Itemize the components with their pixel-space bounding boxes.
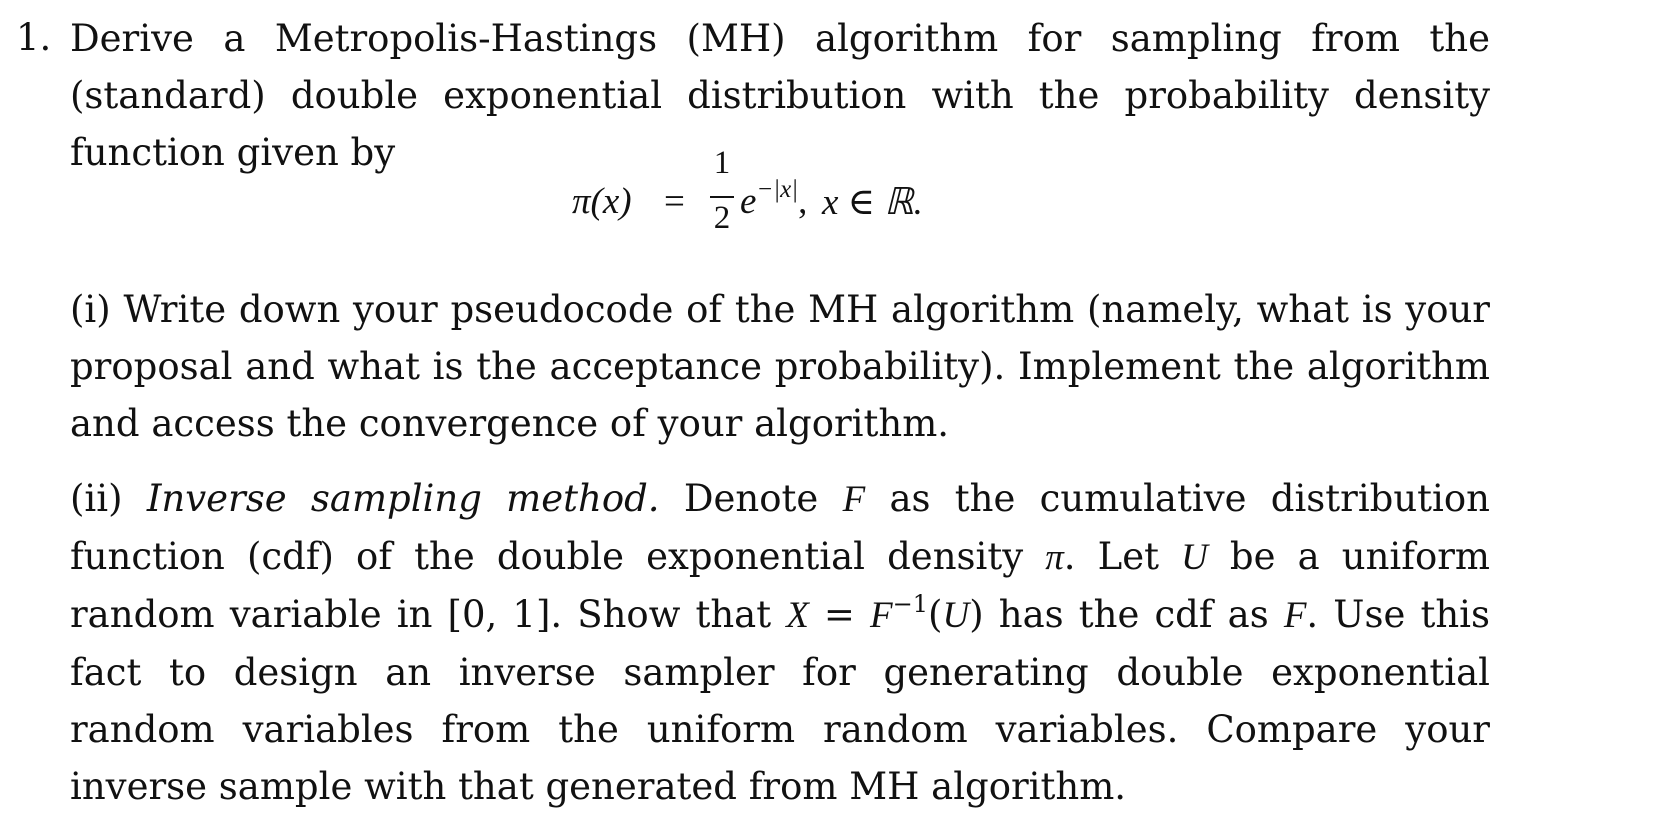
part-ii-text: as the cumulative distribution function (cdf) of the double exponential density — [70, 477, 1490, 578]
part-ii-text: . Use this fact to design an inverse sampler for generating double exponential random variables from the uniform random variables. Compare your inverse sample with that generated from MH algorithm. — [70, 593, 1490, 808]
math-F-inverse: F — [870, 595, 893, 636]
math-U: U — [942, 595, 970, 636]
part-ii — [70, 470, 1490, 815]
equation-lhs: π(x) — [572, 181, 632, 222]
math-X: X — [786, 595, 809, 636]
math-U: U — [1181, 537, 1208, 578]
part-ii-text: be a uniform random variable in [0, 1]. Show that — [70, 535, 1490, 636]
math-F: F — [842, 479, 866, 520]
math-inverse-exponent: −1 — [892, 590, 929, 618]
exp-exponent: −|x| — [756, 176, 799, 203]
density-equation — [560, 145, 1120, 255]
equation-fraction — [710, 145, 734, 245]
part-i-text: (i) Write down your pseudocode of the MH algorithm (namely, what is your proposal and what is the acceptance probability). Implement the algorithm and access the convergence of your algorithm. — [70, 288, 1490, 445]
equation-comma: , — [798, 181, 808, 222]
equation-domain: x ∈ ℝ. — [822, 182, 923, 223]
part-ii-text: Denote — [659, 477, 843, 520]
math-pi: π — [1045, 537, 1064, 578]
fraction-numerator: 1 — [713, 145, 731, 181]
equation-exponential — [740, 176, 808, 223]
intro-text: Derive a Metropolis-Hastings (MH) algorithm for sampling from the (standard) double exponential distribution with the probability density function given by — [70, 17, 1490, 174]
math-F: F — [1283, 595, 1307, 636]
part-ii-title: Inverse sampling method. — [146, 477, 660, 520]
part-ii-label: (ii) — [70, 477, 147, 520]
part-ii-text: ( — [928, 593, 943, 636]
fraction-denominator: 2 — [713, 200, 731, 236]
part-ii-text: = — [808, 593, 871, 636]
problem-number: 1. — [16, 16, 52, 59]
equation-equals: = — [664, 181, 685, 222]
part-ii-text: ) has the cdf as — [969, 593, 1284, 636]
part-ii-text: . Let — [1063, 535, 1182, 578]
part-i — [70, 281, 1490, 452]
exp-base: e — [740, 181, 757, 222]
fraction-bar — [710, 196, 734, 198]
